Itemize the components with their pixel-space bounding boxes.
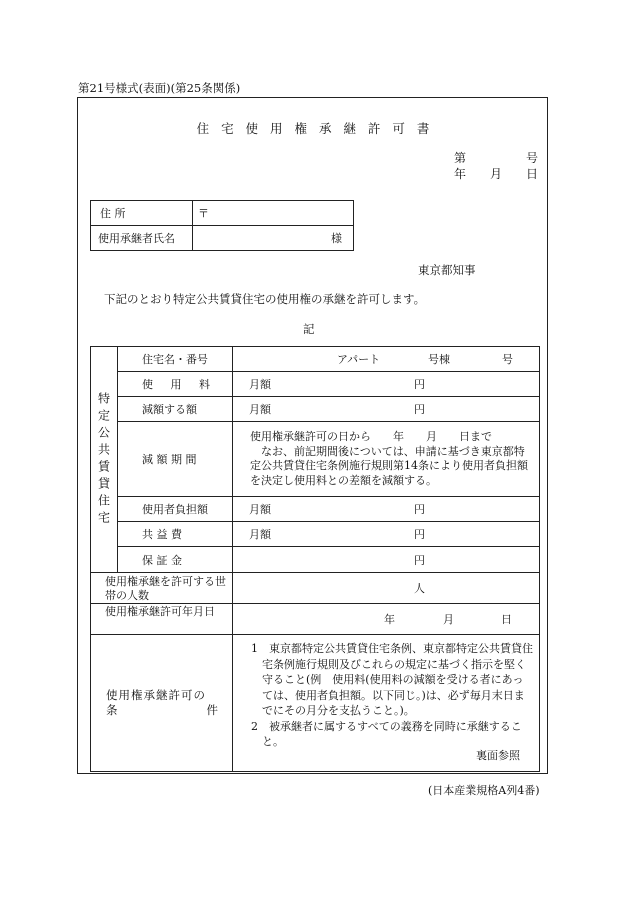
housing-name-field[interactable]	[233, 347, 538, 371]
user-burden-label: 使用者負担額	[142, 503, 208, 516]
common-fee-field[interactable]	[233, 522, 538, 546]
rent-label: 使 用 料	[142, 378, 210, 391]
address-label: 住 所	[100, 207, 126, 220]
issue-date-day: 日	[526, 167, 539, 181]
form-number-label: 第21号様式(表面)(第25条関係)	[78, 81, 241, 95]
permit-month-label: 月	[443, 613, 454, 626]
housing-group-label: 特定公共賃貸住宅	[96, 391, 111, 528]
reduction-amount-field[interactable]	[233, 397, 538, 421]
household-unit-label: 人	[414, 582, 425, 595]
document-title: 住 宅 使 用 権 承 継 許 可 書	[196, 121, 434, 136]
postal-mark: 〒	[198, 207, 209, 220]
conditions-label: 使用権承継許可の 条 件	[106, 688, 218, 717]
housing-name-label: 住宅名・番号	[142, 353, 208, 366]
household-size-field[interactable]	[233, 573, 538, 603]
permit-year-label: 年	[384, 613, 395, 626]
unit-label: 号	[502, 353, 513, 366]
reverse-side-note: 裏面参照	[476, 749, 520, 762]
permit-number-suffix: 号	[526, 151, 539, 165]
permit-date-label: 使用権承継許可年月日	[105, 605, 215, 618]
deposit-yen-label: 円	[414, 553, 425, 567]
paper-size-note: (日本産業規格A列4番)	[428, 784, 540, 797]
apart-label: アパート	[337, 353, 381, 366]
name-label: 使用承継者氏名	[98, 232, 175, 245]
permit-date-field[interactable]	[233, 604, 538, 634]
deposit-label: 保 証 金	[142, 553, 182, 567]
name-field[interactable]	[196, 227, 342, 249]
permit-day-label: 日	[501, 613, 512, 626]
reduction-yen-label: 円	[414, 403, 425, 416]
rent-field[interactable]	[233, 372, 538, 396]
household-size-label: 使用権承継を許可する世帯の人数	[105, 575, 226, 602]
rent-yen-label: 円	[414, 378, 425, 391]
burden-monthly-label: 月額	[249, 503, 271, 516]
issue-date-year: 年	[454, 167, 467, 181]
reduction-amount-label: 減額する額	[142, 403, 197, 416]
issue-date-month: 月	[490, 167, 503, 181]
building-label: 号棟	[428, 353, 450, 366]
permit-number-prefix: 第	[454, 151, 467, 165]
reduction-period-label: 減 額 期 間	[142, 453, 197, 466]
condition-item-1: 1 東京都特定公共賃貸住宅条例、東京都特定公共賃貸住宅条例施行規則及びこれらの規定に基づく指示を堅く守ること(例 使用料(使用料の減額を受ける者にあっては、使用者負担額。以下同じ。)は、必ず毎月末日までにその月分を支払うこと。)。	[251, 642, 533, 717]
deposit-field[interactable]	[233, 547, 538, 572]
ki-label: 記	[303, 322, 315, 336]
common-fee-label: 共 益 費	[142, 528, 182, 541]
reduction-period-text: 使用権承継許可の日から 年 月 日まで なお、前記期間後については、申請に基づき東京都特定公共賃貸住宅条例施行規則第14条により使用者負担額を決定し使用料との差額を減額する。	[250, 430, 528, 487]
common-fee-monthly-label: 月額	[249, 528, 271, 541]
common-fee-yen-label: 円	[414, 528, 425, 541]
address-field[interactable]	[198, 202, 348, 224]
permit-statement: 下記のとおり特定公共賃貸住宅の使用権の承継を許可します。	[104, 292, 426, 306]
issuer: 東京都知事	[418, 263, 476, 277]
condition-item-2: 2 被承継者に属するすべての義務を同時に承継すること。	[251, 719, 522, 748]
reduction-monthly-label: 月額	[249, 403, 271, 416]
honorific: 様	[331, 232, 342, 245]
burden-yen-label: 円	[414, 503, 425, 516]
conditions-text	[251, 641, 534, 750]
rent-monthly-label: 月額	[249, 378, 271, 391]
user-burden-field[interactable]	[233, 497, 538, 521]
